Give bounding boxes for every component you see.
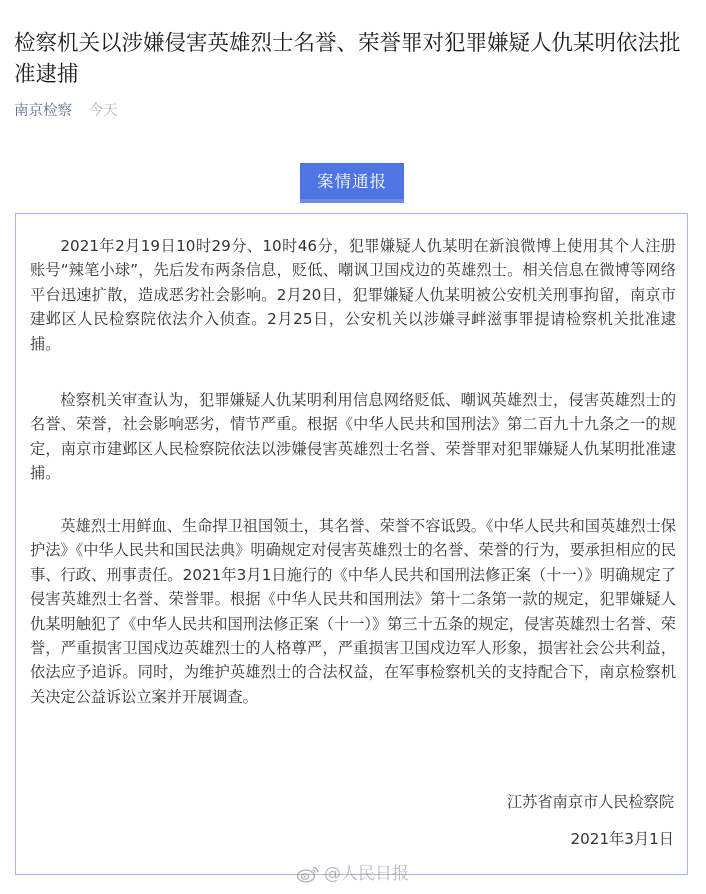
source-account-link[interactable]: 南京检察	[14, 103, 72, 119]
weibo-icon	[296, 865, 320, 883]
notice-paragraph: 检察机关审查认为，犯罪嫌疑人仇某明利用信息网络贬低、嘲讽英雄烈士，侵害英雄烈士的名誉、荣誉，社会影响恶劣，情节严重。根据《中华人民共和国刑法》第二百九十九条之一的规定，南京市建邺区人民检察院依法以涉嫌侵害英雄烈士名誉、荣誉罪对犯罪嫌疑人仇某明批准逮捕。	[30, 391, 676, 483]
watermark	[296, 863, 409, 885]
notice-badge: 案情通报	[300, 163, 404, 201]
notice-badge-underline	[300, 199, 404, 203]
publish-time: 今天	[88, 103, 118, 119]
article-title: 检察机关以涉嫌侵害英雄烈士名誉、荣誉罪对犯罪嫌疑人仇某明依法批准逮捕	[14, 31, 681, 87]
article-meta	[14, 101, 118, 121]
signature-organization: 江苏省南京市人民检察院	[506, 793, 674, 811]
notice-paragraph: 2021年2月19日10时29分、10时46分，犯罪嫌疑人仇某明在新浪微博上使用其个人注册账号“辣笔小球”，先后发布两条信息，贬低、嘲讽卫国戍边的英雄烈士。相关信息在微博等网络平台迅速扩散，造成恶劣社会影响。2月20日，犯罪嫌疑人仇某明被公安机关刑事拘留，南京市建邺区人民检察院依法介入侦查。2月25日，公安机关以涉嫌寻衅滋事罪提请检察机关批准逮捕。	[30, 237, 676, 353]
watermark-text: @人民日报	[324, 864, 409, 884]
signature-date: 2021年3月1日	[570, 830, 674, 848]
notice-paragraph: 英雄烈士用鲜血、生命捍卫祖国领土，其名誉、荣誉不容诋毁。《中华人民共和国英雄烈士保护法》《中华人民共和国民法典》明确规定对侵害英雄烈士的名誉、荣誉的行为，要承担相应的民事、行政、刑事责任。2021年3月1日施行的《中华人民共和国刑法修正案（十一）》明确规定了侵害英雄烈士名誉、荣誉罪。根据《中华人民共和国刑法》第十二条第一款的规定，犯罪嫌疑人仇某明触犯了《中华人民共和国刑法修正案（十一）》第三十五条的规定，侵害英雄烈士名誉、荣誉，严重损害卫国戍边英雄烈士的人格尊严，严重损害卫国戍边军人形象，损害社会公共利益，依法应予追诉。同时，为维护英雄烈士的合法权益，在军事检察机关的支持配合下，南京检察机关决定公益诉讼立案并开展调查。	[30, 517, 676, 706]
